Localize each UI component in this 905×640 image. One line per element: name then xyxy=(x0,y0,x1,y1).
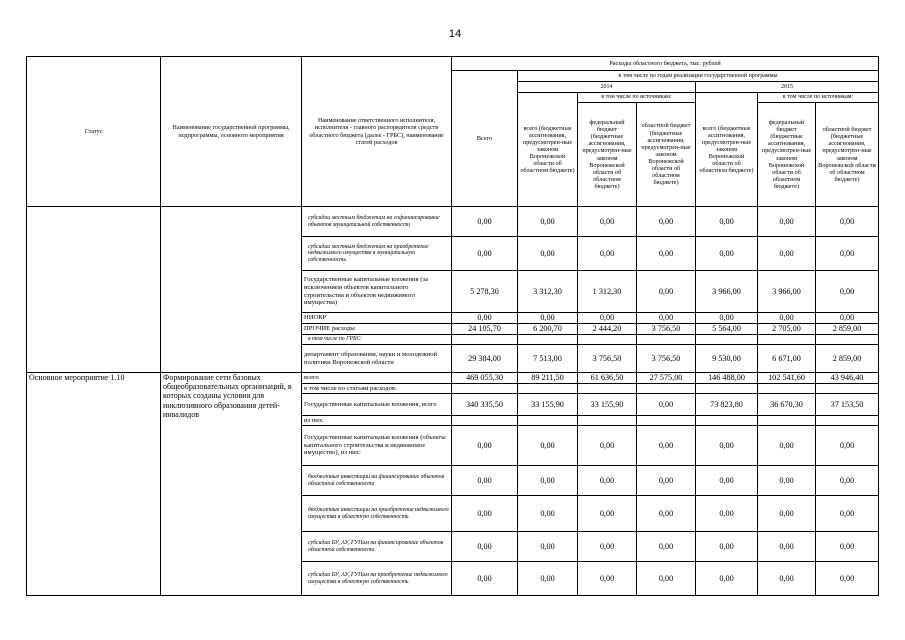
row-label: субсидии местным бюджетам на софинансирование объектов муниципальной собственности xyxy=(302,207,452,237)
header-total: Всего xyxy=(452,71,518,207)
cell-2014-total: 6 200,70 xyxy=(518,324,578,335)
row-label: всего xyxy=(302,373,452,384)
row-label: бюджетные инвестиции на приобретение недвижимого имущества в областную собственность xyxy=(302,496,452,532)
cell-2014-regional xyxy=(637,384,696,394)
cell-2015-total: 0,00 xyxy=(696,207,758,237)
cell-2014-federal xyxy=(578,416,637,426)
cell-2015-federal: 0,00 xyxy=(758,207,816,237)
cell-2015-regional: 0,00 xyxy=(816,313,879,324)
cell-2014-federal: 0,00 xyxy=(578,426,637,466)
cell-2015-federal: 0,00 xyxy=(758,496,816,532)
cell-2014-regional xyxy=(637,335,696,345)
cell-2015-regional: 0,00 xyxy=(816,426,879,466)
cell-2015-total: 9 530,00 xyxy=(696,345,758,373)
cell-2015-federal: 0,00 xyxy=(758,426,816,466)
cell-2015-federal: 0,00 xyxy=(758,237,816,271)
cell-total: 0,00 xyxy=(452,237,518,271)
cell-2015-total xyxy=(696,335,758,345)
cell-2014-federal: 1 312,30 xyxy=(578,271,637,313)
cell-2014-regional: 0,00 xyxy=(637,426,696,466)
cell-2014-regional: 0,00 xyxy=(637,271,696,313)
cell-2014-total: 0,00 xyxy=(518,562,578,596)
row-label: Государственные капитальные вложения (за исключением объектов капитального строительства и объектов недвижимого имущества) xyxy=(302,271,452,313)
cell-2014-federal xyxy=(578,384,637,394)
cell-2014-federal: 0,00 xyxy=(578,562,637,596)
cell-2014-total: 0,00 xyxy=(518,313,578,324)
cell-2015-regional: 0,00 xyxy=(816,562,879,596)
cell-2015-total: 0,00 xyxy=(696,313,758,324)
cell-total: 0,00 xyxy=(452,313,518,324)
cell-2014-total xyxy=(518,384,578,394)
cell-total: 0,00 xyxy=(452,207,518,237)
cell-2014-regional: 0,00 xyxy=(637,466,696,496)
header-federal-2014: федеральный бюджет (бюджетные ассигнования, предусмотрен-ные законом Воронежской области об областном бюджете) xyxy=(578,103,637,207)
cell-2015-total: 0,00 xyxy=(696,237,758,271)
cell-2015-federal: 0,00 xyxy=(758,313,816,324)
cell-2014-federal xyxy=(578,335,637,345)
cell-2015-total: 0,00 xyxy=(696,496,758,532)
row-label: Государственные капитальные вложения, всего xyxy=(302,394,452,416)
cell-total xyxy=(452,384,518,394)
cell-2014-federal: 0,00 xyxy=(578,207,637,237)
row-label: субсидии местным бюджетам на приобретение недвижимого имущества в муниципальную собственность xyxy=(302,237,452,271)
cell-total: 29 384,00 xyxy=(452,345,518,373)
cell-2015-total xyxy=(696,416,758,426)
status-cell-empty xyxy=(27,207,161,373)
cell-2015-total: 5 564,00 xyxy=(696,324,758,335)
cell-2014-total: 89 211,50 xyxy=(518,373,578,384)
cell-2014-total: 3 312,30 xyxy=(518,271,578,313)
header-executor: Наименование ответственного исполнителя, исполнителя - главного распорядителя средств областного бюджета (далее - ГРБС), наименование статей расходов xyxy=(302,57,452,207)
cell-2015-regional: 43 946,40 xyxy=(816,373,879,384)
cell-2015-federal xyxy=(758,384,816,394)
cell-2014-regional: 3 756,50 xyxy=(637,324,696,335)
cell-2015-federal xyxy=(758,416,816,426)
header-regional-2015: областной бюджет (бюджетные ассигнования, предусмотрен-ные законом Воронежской области об областном бюджете) xyxy=(816,103,879,207)
cell-2015-regional: 0,00 xyxy=(816,496,879,532)
cell-2014-total: 33 155,90 xyxy=(518,394,578,416)
cell-2015-federal: 0,00 xyxy=(758,532,816,562)
cell-2014-total xyxy=(518,335,578,345)
cell-total xyxy=(452,335,518,345)
row-label: ПРОЧИЕ расходы xyxy=(302,324,452,335)
main-event-status: Основное мероприятие 1.10 xyxy=(27,373,161,596)
header-year-2015: 2015 xyxy=(696,82,879,93)
cell-2014-total: 0,00 xyxy=(518,207,578,237)
cell-2015-total: 146 488,00 xyxy=(696,373,758,384)
cell-2014-regional: 27 575,00 xyxy=(637,373,696,384)
cell-2014-regional: 0,00 xyxy=(637,237,696,271)
cell-total: 24 105,70 xyxy=(452,324,518,335)
cell-2014-total xyxy=(518,416,578,426)
cell-2014-regional xyxy=(637,416,696,426)
cell-2014-regional: 0,00 xyxy=(637,394,696,416)
cell-2015-regional: 0,00 xyxy=(816,207,879,237)
header-status: Статус xyxy=(27,57,161,207)
header-by-years: в том числе по годам реализации государственной программы xyxy=(518,71,879,82)
row-label: в том числе по ГРБС: xyxy=(302,335,452,345)
cell-2014-federal: 0,00 xyxy=(578,532,637,562)
cell-2015-regional: 0,00 xyxy=(816,466,879,496)
cell-2015-regional xyxy=(816,416,879,426)
cell-2014-total: 0,00 xyxy=(518,532,578,562)
cell-2014-total: 0,00 xyxy=(518,426,578,466)
cell-total: 340 335,50 xyxy=(452,394,518,416)
cell-2015-total: 73 823,80 xyxy=(696,394,758,416)
cell-2014-total: 0,00 xyxy=(518,237,578,271)
cell-2014-total: 7 513,00 xyxy=(518,345,578,373)
row-label: субсидии БУ, АУ, ГУПам на финансирование объектов областной собственности xyxy=(302,532,452,562)
cell-2015-total: 0,00 xyxy=(696,426,758,466)
header-total-2014: всего (бюджетные ассигнования, предусмотрен-ные законом Воронежской области об областном бюджете) xyxy=(518,93,578,207)
header-total-2015: всего (бюджетные ассигнования, предусмотрен-ные законом Воронежской области об областном бюджете) xyxy=(696,93,758,207)
page-number: 14 xyxy=(448,28,462,40)
row-label: субсидии БУ, АУ, ГУПам на приобретение недвижимого имущества в областную собственность xyxy=(302,562,452,596)
header-federal-2015: федеральный бюджет (бюджетные ассигнования, предусмотрен-ные законом Воронежской области об областном бюджете) xyxy=(758,103,816,207)
row-label: департамент образования, науки и молодежной политики Воронежской области xyxy=(302,345,452,373)
cell-2014-federal: 3 756,50 xyxy=(578,345,637,373)
main-event-name: Формирование сети базовых общеобразовательных организаций, в которых созданы условия для инклюзивного образования детей-инвалидов xyxy=(161,373,302,596)
row-label: бюджетные инвестиции на финансирование объектов областной собственности xyxy=(302,466,452,496)
cell-2014-total: 0,00 xyxy=(518,466,578,496)
cell-total: 469 055,30 xyxy=(452,373,518,384)
cell-2015-regional: 0,00 xyxy=(816,237,879,271)
cell-2015-federal xyxy=(758,335,816,345)
cell-total: 0,00 xyxy=(452,532,518,562)
header-year-2014: 2014 xyxy=(518,82,696,93)
row-label: НИОКР xyxy=(302,313,452,324)
cell-2015-federal: 0,00 xyxy=(758,562,816,596)
cell-2015-regional: 37 153,50 xyxy=(816,394,879,416)
cell-total: 0,00 xyxy=(452,426,518,466)
row-label: Государственные капитальные вложения (объекты капитального строительства и недвижимое имущество), из них: xyxy=(302,426,452,466)
cell-2015-federal: 3 966,00 xyxy=(758,271,816,313)
row-label: из них: xyxy=(302,416,452,426)
cell-2015-total xyxy=(696,384,758,394)
cell-2014-total: 0,00 xyxy=(518,496,578,532)
cell-2015-regional: 0,00 xyxy=(816,532,879,562)
row-label: в том числе по статьям расходов: xyxy=(302,384,452,394)
cell-2014-regional: 3 756,50 xyxy=(637,345,696,373)
cell-2015-federal: 36 670,30 xyxy=(758,394,816,416)
cell-total: 0,00 xyxy=(452,466,518,496)
cell-2015-federal: 102 541,60 xyxy=(758,373,816,384)
cell-2014-regional: 0,00 xyxy=(637,532,696,562)
cell-2014-regional: 0,00 xyxy=(637,313,696,324)
header-regional-2014: областной бюджет (бюджетные ассигнования, предусмотрен-ные законом Воронежской области об областном бюджете) xyxy=(637,103,696,207)
header-sources-2014: в том числе по источникам: xyxy=(578,93,696,103)
cell-2015-regional: 0,00 xyxy=(816,271,879,313)
cell-2015-regional xyxy=(816,384,879,394)
cell-2014-federal: 0,00 xyxy=(578,496,637,532)
cell-2014-federal: 33 155,90 xyxy=(578,394,637,416)
cell-total: 0,00 xyxy=(452,496,518,532)
cell-2014-federal: 2 444,20 xyxy=(578,324,637,335)
cell-2014-federal: 0,00 xyxy=(578,466,637,496)
cell-2014-federal: 61 636,50 xyxy=(578,373,637,384)
cell-2015-regional: 2 859,00 xyxy=(816,345,879,373)
cell-total xyxy=(452,416,518,426)
header-expenses: Расходы областного бюджета, тыс. рублей xyxy=(452,57,879,71)
header-program-name: Наименование государственной программы, подпрограммы, основного мероприятия xyxy=(161,57,302,207)
cell-2015-federal: 0,00 xyxy=(758,466,816,496)
cell-2015-federal: 6 671,00 xyxy=(758,345,816,373)
cell-2014-regional: 0,00 xyxy=(637,207,696,237)
name-cell-empty xyxy=(161,207,302,373)
cell-2014-regional: 0,00 xyxy=(637,562,696,596)
cell-2015-regional xyxy=(816,335,879,345)
header-sources-2015: в том числе по источникам: xyxy=(758,93,879,103)
cell-2015-federal: 2 705,00 xyxy=(758,324,816,335)
cell-2014-federal: 0,00 xyxy=(578,237,637,271)
cell-2015-total: 0,00 xyxy=(696,532,758,562)
cell-2014-regional: 0,00 xyxy=(637,496,696,532)
cell-2015-regional: 2 859,00 xyxy=(816,324,879,335)
cell-2014-federal: 0,00 xyxy=(578,313,637,324)
cell-2015-total: 3 966,00 xyxy=(696,271,758,313)
cell-total: 0,00 xyxy=(452,562,518,596)
cell-2015-total: 0,00 xyxy=(696,466,758,496)
cell-2015-total: 0,00 xyxy=(696,562,758,596)
cell-total: 5 278,30 xyxy=(452,271,518,313)
budget-table xyxy=(26,56,879,596)
